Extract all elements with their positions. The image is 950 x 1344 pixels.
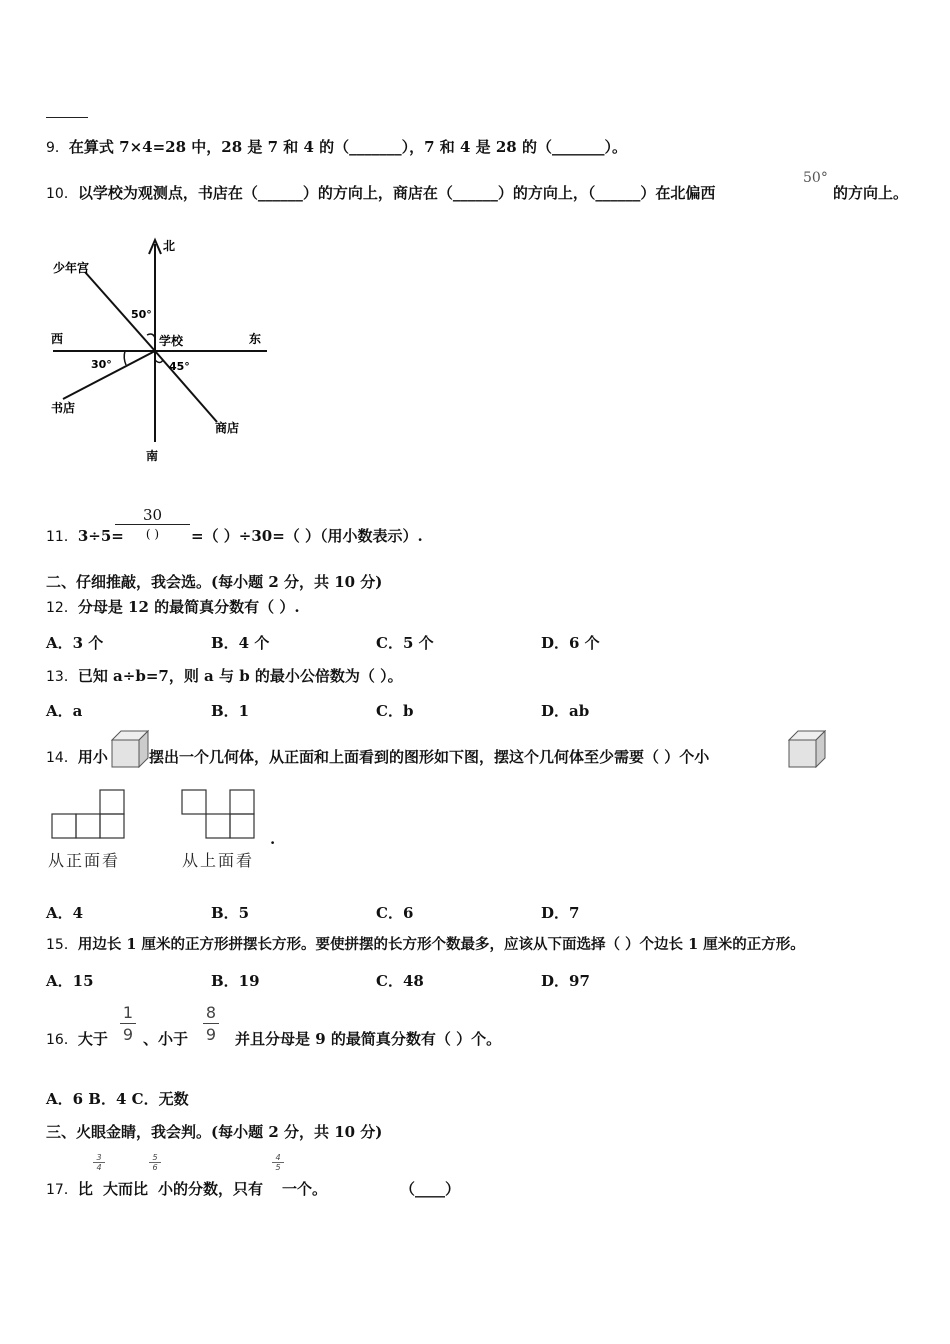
question-number: 17．	[46, 1182, 78, 1198]
question-text: 分母是 12 的最简真分数有（ ）.	[77, 598, 300, 616]
fraction-4-5	[272, 1153, 284, 1172]
small-cube-icon	[788, 730, 826, 768]
label-shop: 商店	[215, 421, 240, 435]
question-16	[46, 1029, 108, 1050]
question-text: 已知 a÷b=7，则 a 与 b 的最小公倍数为（ ）。	[77, 667, 403, 685]
question-number: 11．	[46, 529, 78, 545]
option-d[interactable]: D．97	[541, 972, 590, 990]
question-number: 15．	[46, 937, 78, 953]
fraction-denominator: ( )	[145, 527, 160, 541]
label-youth-palace: 少年宫	[53, 261, 90, 275]
question-text: 大而比	[103, 1180, 149, 1198]
question-number: 14．	[46, 750, 78, 766]
question-14	[46, 747, 108, 768]
fraction-denominator: 9	[205, 1025, 217, 1044]
label-west: 西	[51, 332, 64, 346]
fraction-denominator: 4	[96, 1163, 102, 1172]
label-angle-50: 50°	[131, 308, 152, 321]
question-text: 比	[77, 1180, 93, 1198]
question-17	[46, 1179, 93, 1200]
label-angle-30: 30°	[91, 358, 112, 371]
label-east: 东	[249, 332, 262, 346]
question-13	[46, 666, 403, 687]
fraction-numerator: 5	[152, 1153, 158, 1162]
fraction-8-9	[201, 1003, 221, 1044]
option-c[interactable]: C．6	[376, 904, 414, 922]
period: .	[270, 830, 276, 848]
question-number: 13．	[46, 669, 78, 685]
question-text: 3÷5=	[77, 527, 124, 545]
options-row[interactable]: A．6 B．4 C．无数	[46, 1090, 189, 1108]
option-a[interactable]: A．a	[46, 702, 83, 720]
fraction-1-9	[118, 1003, 138, 1044]
fraction-numerator: 3	[96, 1153, 102, 1162]
option-d[interactable]: D．6 个	[541, 634, 600, 652]
question-text: 大于	[77, 1030, 108, 1048]
question-text-tail: =（ ）÷30=（ ）（用小数表示）.	[191, 527, 423, 545]
question-text: 用边长 1 厘米的正方形拼摆长方形。要使拼摆的长方形个数最多，应该从下面选择（ ）个边长 1 厘米的正方形。	[77, 936, 805, 953]
angle-label: 50°	[803, 170, 828, 186]
front-view-grid	[50, 788, 130, 840]
question-text-tail: 摆出一个几何体，从正面和上面看到的图形如下图，摆这个几何体至少需要（ ）个小	[149, 748, 710, 766]
fraction-bar	[115, 524, 190, 525]
label-north: 北	[163, 239, 176, 253]
fraction-numerator: 4	[275, 1153, 281, 1162]
question-text: 用小	[77, 748, 108, 766]
fraction-numerator: 30	[142, 506, 163, 524]
label-school: 学校	[159, 334, 184, 348]
question-text: 、小于	[143, 1030, 189, 1048]
top-view-grid	[180, 788, 260, 840]
fraction-denominator: 6	[152, 1163, 158, 1172]
option-a[interactable]: A．15	[46, 972, 94, 990]
answer-blank[interactable]: （____）	[400, 1180, 461, 1198]
question-text: 在算式 7×4=28 中，28 是 7 和 4 的（_______），7 和 4 是 28 的（_______）。	[68, 138, 627, 156]
fraction-numerator: 1	[122, 1003, 134, 1022]
label-bookstore: 书店	[51, 401, 76, 415]
option-c[interactable]: C．b	[376, 702, 414, 720]
angle-arc-se	[155, 360, 163, 363]
option-c[interactable]: C．48	[376, 972, 424, 990]
fraction-bar	[203, 1023, 219, 1024]
label-south: 南	[146, 449, 159, 463]
angle-arc-sw	[124, 351, 126, 365]
fraction-bar	[120, 1023, 136, 1024]
question-9	[46, 137, 627, 158]
question-number: 12．	[46, 600, 78, 616]
option-b[interactable]: B．4 个	[211, 634, 270, 652]
question-number: 16．	[46, 1032, 78, 1048]
option-c[interactable]: C．5 个	[376, 634, 434, 652]
question-text: 以学校为观测点，书店在（______）的方向上，商店在（______）的方向上，（______）在北偏西	[77, 184, 716, 202]
direction-diagram	[45, 232, 275, 467]
fraction-denominator: 9	[122, 1025, 134, 1044]
front-view-label: 从正面看	[48, 851, 121, 870]
section-heading-3: 三、火眼金睛，我会判。(每小题 2 分，共 10 分)	[46, 1123, 383, 1141]
fraction-numerator: 8	[205, 1003, 217, 1022]
question-text: 一个。	[282, 1180, 328, 1198]
angle-arc-nw	[147, 334, 155, 338]
label-angle-45: 45°	[169, 360, 190, 373]
fraction-3-4	[93, 1153, 105, 1172]
question-number: 10．	[46, 186, 78, 202]
option-b[interactable]: B．19	[211, 972, 260, 990]
section-heading-2: 二、仔细推敲，我会选。(每小题 2 分，共 10 分)	[46, 573, 383, 591]
question-10	[46, 183, 715, 204]
fraction-5-6	[149, 1153, 161, 1172]
option-d[interactable]: D．ab	[541, 702, 590, 720]
option-d[interactable]: D．7	[541, 904, 580, 922]
small-cube-icon	[111, 730, 149, 768]
question-text-tail: 并且分母是 9 的最简真分数有（ ）个。	[235, 1030, 502, 1048]
top-rule	[46, 117, 88, 118]
option-a[interactable]: A．3 个	[46, 634, 104, 652]
fraction-denominator: 5	[275, 1163, 281, 1172]
question-text: 小的分数，只有	[158, 1180, 264, 1198]
question-12	[46, 597, 300, 618]
question-11	[46, 526, 124, 547]
option-b[interactable]: B．5	[211, 904, 250, 922]
top-view-label: 从上面看	[182, 851, 255, 870]
option-b[interactable]: B．1	[211, 702, 250, 720]
question-text-tail: 的方向上。	[833, 184, 909, 202]
option-a[interactable]: A．4	[46, 904, 84, 922]
question-number: 9．	[46, 140, 69, 156]
question-15	[46, 935, 805, 955]
